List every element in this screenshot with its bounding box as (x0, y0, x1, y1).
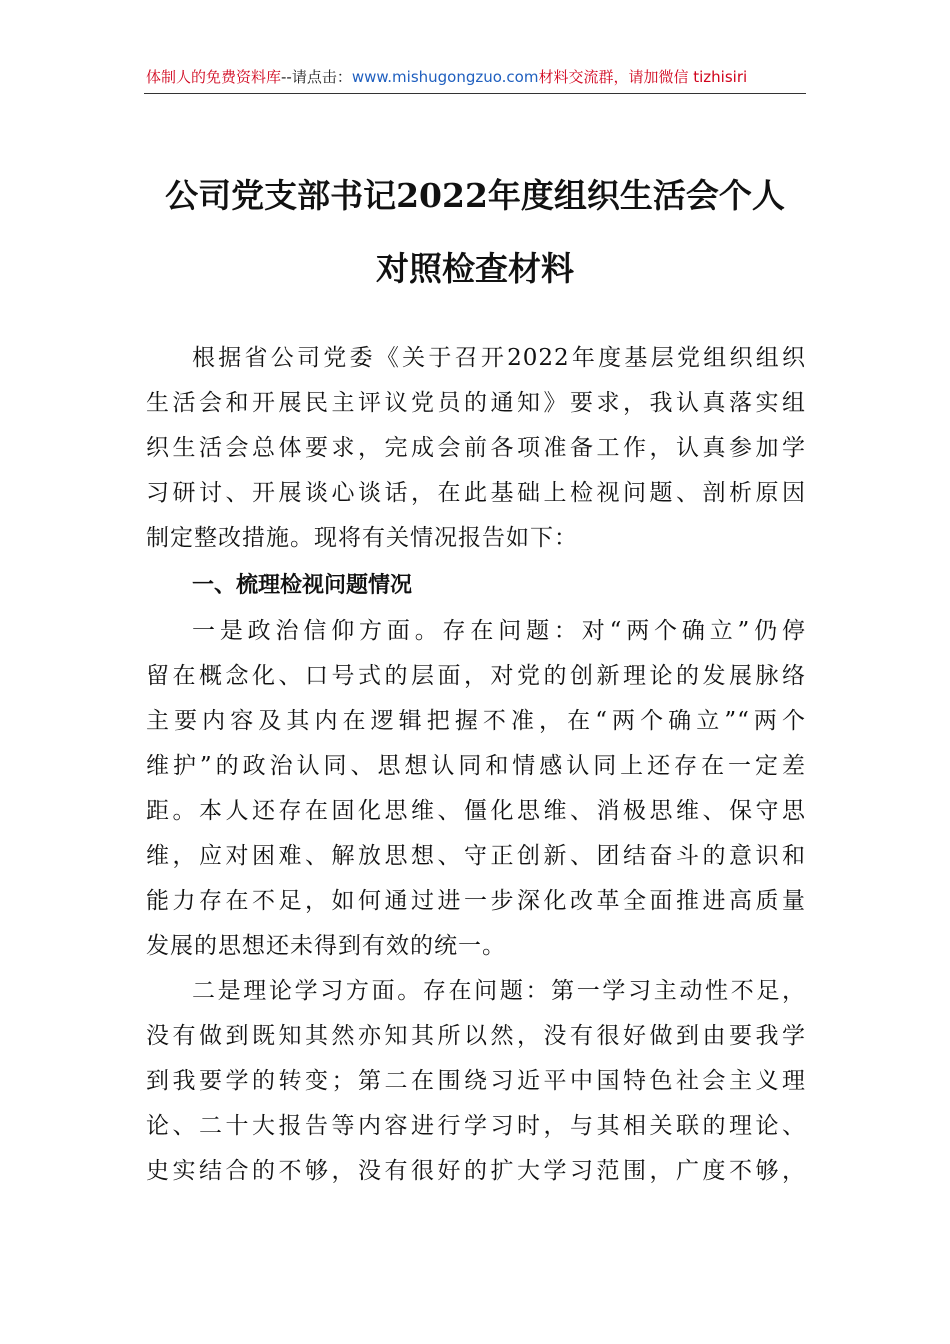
para2-line: 没有做到既知其然亦知其所以然，没有很好做到由要我学 (146, 1023, 806, 1049)
header-suffix: 材料交流群，请加微信 tizhisiri (538, 68, 748, 86)
para2-line: 二是理论学习方面。存在问题：第一学习主动性不足， (192, 978, 806, 1004)
para1-line: 留在概念化、口号式的层面，对党的创新理论的发展脉络 (146, 663, 806, 689)
para1-line: 主要内容及其内在逻辑把握不准，在“两个确立”“两个 (146, 708, 806, 734)
header-site-name: 体制人的免费资料库 (146, 68, 282, 86)
header-url-link[interactable]: www.mishugongzuo.com (351, 68, 539, 86)
para2-line: 到我要学的转变；第二在围绕习近平中国特色社会主义理 (146, 1068, 806, 1094)
intro-line: 制定整改措施。现将有关情况报告如下： (146, 525, 578, 551)
header-prompt: --请点击： (281, 68, 352, 86)
document-title-line-1: 公司党支部书记2022年度组织生活会个人 (165, 176, 785, 215)
para1-line: 距。本人还存在固化思维、僵化思维、消极思维、保守思 (146, 798, 806, 824)
intro-line: 生活会和开展民主评议党员的通知》要求，我认真落实组 (146, 390, 806, 416)
para1-line: 一是政治信仰方面。存在问题：对“两个确立”仍停 (192, 618, 806, 644)
para2-line: 史实结合的不够，没有很好的扩大学习范围，广度不够， (146, 1158, 806, 1184)
intro-line: 织生活会总体要求，完成会前各项准备工作，认真参加学 (146, 435, 806, 461)
intro-line: 根据省公司党委《关于召开2022年度基层党组织组织 (192, 345, 806, 371)
header-divider (144, 93, 806, 94)
para1-line: 维，应对困难、解放思想、守正创新、团结奋斗的意识和 (146, 843, 806, 869)
section-heading: 一、梳理检视问题情况 (192, 573, 413, 598)
page-header (146, 66, 806, 88)
para1-line: 能力存在不足，如何通过进一步深化改革全面推进高质量 (146, 888, 806, 914)
para1-line: 发展的思想还未得到有效的统一。 (146, 933, 506, 959)
para1-line: 维护”的政治认同、思想认同和情感认同上还存在一定差 (146, 753, 806, 779)
para2-line: 论、二十大报告等内容进行学习时，与其相关联的理论、 (146, 1113, 806, 1139)
document-title-line-2: 对照检查材料 (376, 249, 574, 288)
intro-line: 习研讨、开展谈心谈话，在此基础上检视问题、剖析原因 (146, 480, 806, 506)
